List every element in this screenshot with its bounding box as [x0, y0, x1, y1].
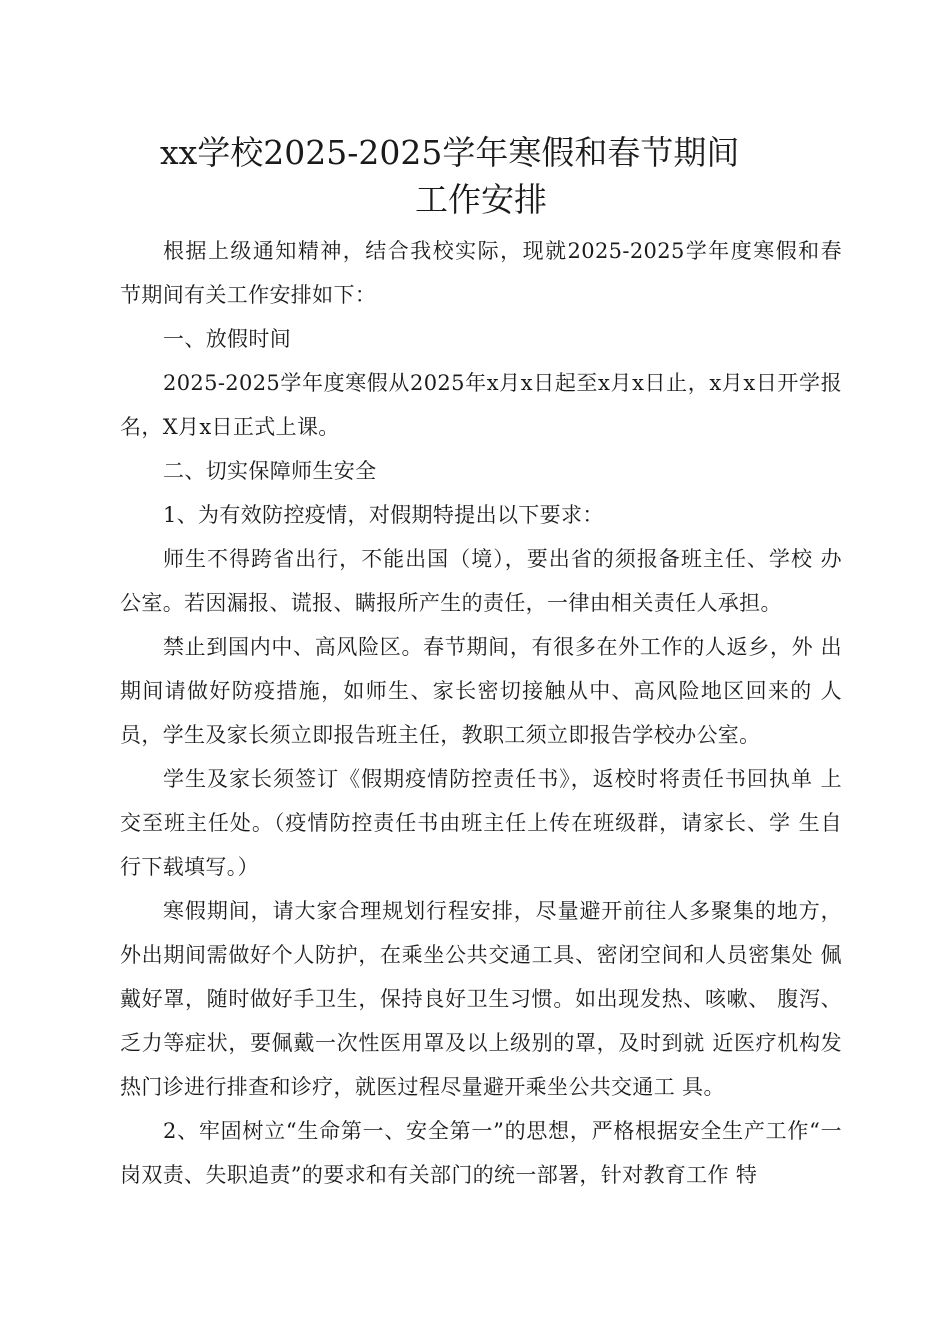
section-heading-safety: 二、切实保障师生安全: [163, 459, 377, 483]
safety-first-paragraph: 2、牢固树立“生命第一、安全第一”的思想，严格根据安全生产工作“一岗双责、失职追责”的要求和有关部门的统一部署，针对教育工作 特: [120, 1119, 842, 1187]
document-title-line-1: xx学校2025-2025学年寒假和春节期间: [160, 133, 740, 172]
document-body: [120, 229, 842, 1197]
personal-protection-paragraph: 寒假期间，请大家合理规划行程安排，尽量避开前往人多聚集的地方，外出期间需做好个人防护，在乘坐公共交通工具、密闭空间和人员密集处 佩戴好罩，随时做好手卫生，保持良好卫生习惯。如出现发热、咳嗽、 腹泻、乏力等症状，要佩戴一次性医用罩及以上级别的罩，及时到就 近医疗机构发热门诊进行排查和诊疗，就医过程尽量避开乘坐公共交通工 具。: [120, 899, 842, 1099]
section-heading-vacation-time: 一、放假时间: [163, 327, 292, 351]
subsection-heading-epidemic: 1、为有效防控疫情，对假期特提出以下要求：: [163, 503, 604, 527]
responsibility-letter-paragraph: 学生及家长须签订《假期疫情防控责任书》，返校时将责任书回执单 上交至班主任处。（疫情防控责任书由班主任上传在班级群，请家长、学 生自行下载填写。）: [120, 767, 842, 879]
risk-area-paragraph: 禁止到国内中、高风险区。春节期间，有很多在外工作的人返乡，外 出期间请做好防疫措施，如师生、家长密切接触从中、高风险地区回来的 人员，学生及家长须立即报告班主任，教职工须立即报告学校办公室。: [120, 635, 842, 747]
intro-paragraph: 根据上级通知精神，结合我校实际，现就2025-2025学年度寒假和春 节期间有关工作安排如下：: [120, 239, 842, 307]
vacation-dates-paragraph: 2025-2025学年度寒假从2025年x月x日起至x月x日止，x月x日开学报名，X月x日正式上课。: [120, 371, 842, 439]
document-title-line-2: 工作安排: [415, 180, 547, 219]
travel-rule-paragraph: 师生不得跨省出行，不能出国（境），要出省的须报备班主任、学校 办公室。若因漏报、谎报、瞒报所产生的责任，一律由相关责任人承担。: [120, 547, 842, 615]
